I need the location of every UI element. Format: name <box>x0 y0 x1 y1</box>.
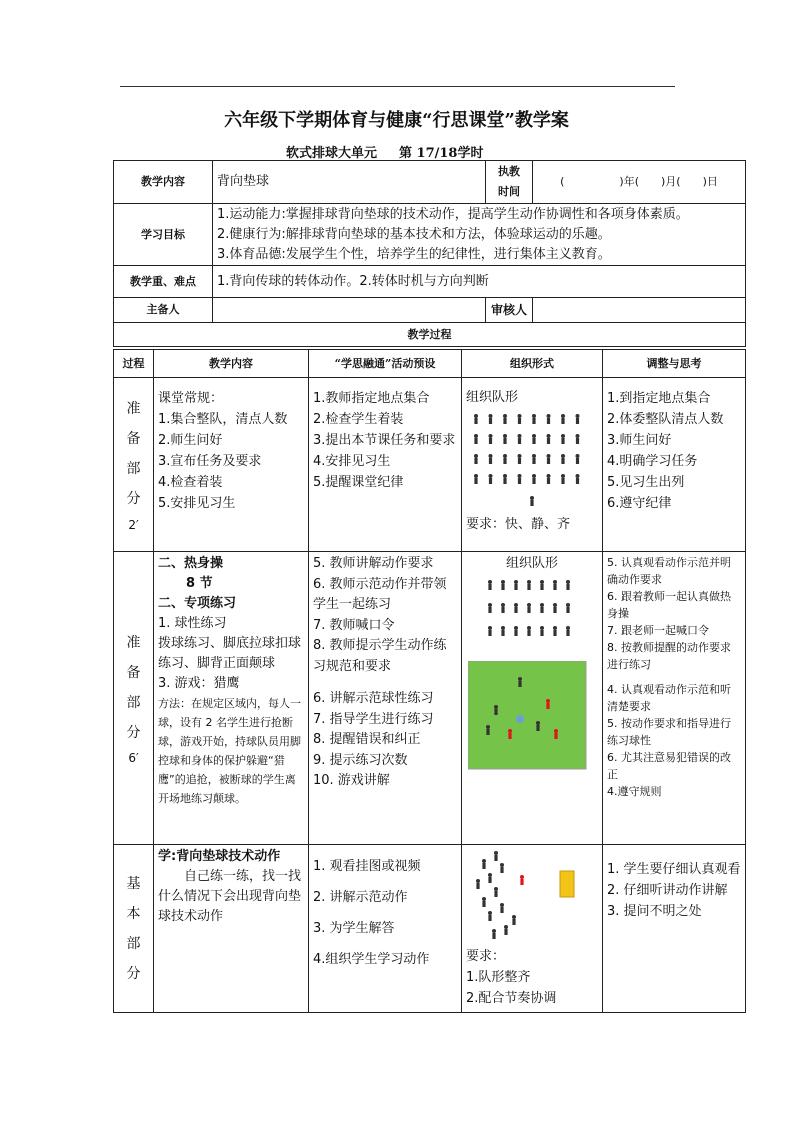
student-figure-icon <box>501 626 505 636</box>
student-figure-icon <box>488 603 492 613</box>
student-figure-icon <box>514 580 518 590</box>
student-figure-icon <box>474 474 478 484</box>
student-figure-icon <box>476 879 480 889</box>
goal-item: 3.体育品德:发展学生个性，培养学生的纪律性，进行集体主义教育。 <box>217 247 611 262</box>
student-figure-icon <box>482 897 486 907</box>
unit-subtitle <box>286 142 483 161</box>
student-figure-icon <box>553 603 557 613</box>
student-figure-icon <box>547 414 551 424</box>
student-figure-icon <box>540 626 544 636</box>
student-figure-icon <box>514 626 518 636</box>
student-figure-icon <box>566 626 570 636</box>
hunter-figure-icon <box>546 699 550 709</box>
content-value: 背向垫球 <box>213 161 486 204</box>
teaching-process-table <box>113 349 746 1013</box>
student-figure-icon <box>576 414 580 424</box>
exec-time-label: 执教 时间 <box>486 161 533 204</box>
header-activities: “学思融通”活动预设 <box>309 350 462 378</box>
game-field-diagram <box>468 661 588 773</box>
student-figure-icon <box>527 626 531 636</box>
lesson-number: 第 17/18学时 <box>399 146 484 161</box>
student-figure-icon <box>488 626 492 636</box>
teacher-figure-icon <box>530 496 534 506</box>
prep-org-title: 组织队形 <box>466 390 519 405</box>
page-title: 六年级下学期体育与健康“行思课堂”教学案 <box>224 110 569 131</box>
student-figure-icon <box>518 434 522 444</box>
prep-org-requirement: 要求：快、静、齐 <box>466 517 571 532</box>
student-figure-icon <box>494 887 498 897</box>
player-figure-icon <box>494 705 498 715</box>
student-figure-icon <box>489 454 493 464</box>
process-section-title: 教学过程 <box>114 323 746 347</box>
ball-icon <box>516 715 524 723</box>
keypoints-text: 1.背向传球的转体动作。2.转体时机与方向判断 <box>213 266 746 298</box>
hunter-figure-icon <box>554 729 558 739</box>
warmup-org-title: 组织队形 <box>505 556 558 571</box>
student-figure-icon <box>532 454 536 464</box>
teacher-figure-icon <box>520 875 524 885</box>
student-figure-icon <box>512 915 516 925</box>
student-figure-icon <box>553 580 557 590</box>
student-figure-icon <box>489 474 493 484</box>
student-figure-icon <box>503 414 507 424</box>
header-reflection: 调整与思考 <box>603 350 746 378</box>
basic-content: 学:背向垫球技术动作 自己练一练，找一找什么情况下会出现背向垫球技术动作 <box>154 845 309 1013</box>
student-figure-icon <box>527 580 531 590</box>
header-organization: 组织形式 <box>462 350 603 378</box>
student-figure-icon <box>547 434 551 444</box>
student-figure-icon <box>501 580 505 590</box>
warmup-formation-diagram <box>466 574 596 650</box>
student-figure-icon <box>532 474 536 484</box>
student-figure-icon <box>547 474 551 484</box>
player-figure-icon <box>518 677 522 687</box>
student-figure-icon <box>503 454 507 464</box>
reviewer-value <box>533 298 746 323</box>
student-figure-icon <box>500 863 504 873</box>
prep-reflection: 1.到指定地点集合 2.体委整队清点人数 3.师生问好 4.明确学习任务 5.见习生出列 6.遵守纪律 <box>603 378 746 552</box>
basic-activities: 1. 观看挂图或视频 2. 讲解示范动作 3. 为学生解答 4.组织学生学习动作 <box>309 845 462 1013</box>
warmup-content: 二、热身操 8 节 二、专项练习 1. 球性练习 拨球练习、脚底拉球扣球练习、脚背正面颠球 3. 游戏：猎鹰 方法：在规定区域内，每人一球，设有 2 名学生进行抢断球，游戏开始，持球队员用脚控球和身体的保护躲避“猎鹰”的追抢，被断球的学生离开场地练习颠球。 <box>154 552 309 845</box>
student-figure-icon <box>503 434 507 444</box>
reviewer-label: 审核人 <box>486 298 533 323</box>
lesson-info-table <box>113 160 746 347</box>
prep-phase: 准 备 部 分 2′ <box>114 378 154 552</box>
content-label: 教学内容 <box>114 161 213 204</box>
student-figure-icon <box>494 851 498 861</box>
student-figure-icon <box>503 474 507 484</box>
hunter-figure-icon <box>508 729 512 739</box>
goals-label: 学习目标 <box>114 204 213 266</box>
student-figure-icon <box>561 434 565 444</box>
student-figure-icon <box>553 626 557 636</box>
student-figure-icon <box>532 414 536 424</box>
player-figure-icon <box>486 725 490 735</box>
student-figure-icon <box>518 414 522 424</box>
top-rule <box>120 86 675 87</box>
preparer-value <box>213 298 486 323</box>
student-figure-icon <box>488 580 492 590</box>
student-figure-icon <box>504 925 508 935</box>
goal-item: 2.健康行为:解排球背向垫球的基本技术和方法，体验球运动的乐趣。 <box>217 227 611 242</box>
student-figure-icon <box>474 434 478 444</box>
student-figure-icon <box>576 434 580 444</box>
basic-organization: 要求： 1.队形整齐 2.配合节奏协调 <box>462 845 603 1013</box>
student-figure-icon <box>547 454 551 464</box>
warmup-reflection: 5. 认真观看动作示范并明确动作要求 6. 跟着教师一起认真做热身操 7. 跟老师一起喊口令 8. 按教师提醒的动作要求进行练习 4. 认真观看动作示范和听清楚要求 5. 按动作要求和指导进行练习球性 6. 尤其注意易犯错误的改正 4.遵守规则 <box>603 552 746 845</box>
prep-organization <box>462 378 603 552</box>
student-figure-icon <box>527 603 531 613</box>
warmup-phase: 准 备 部 分 6′ <box>114 552 154 845</box>
basic-formation-diagram <box>466 847 596 939</box>
player-figure-icon <box>536 721 540 731</box>
student-figure-icon <box>482 859 486 869</box>
student-figure-icon <box>501 603 505 613</box>
student-figure-icon <box>566 603 570 613</box>
basic-phase: 基 本 部 分 <box>114 845 154 1013</box>
student-figure-icon <box>518 454 522 464</box>
unit-name: 软式排球大单元 <box>286 146 378 161</box>
student-figure-icon <box>489 434 493 444</box>
student-figure-icon <box>474 454 478 464</box>
student-figure-icon <box>518 474 522 484</box>
header-content: 教学内容 <box>154 350 309 378</box>
warmup-activities: 5. 教师讲解动作要求 6. 教师示范动作并带领学生一起练习 7. 教师喊口令 8. 教师提示学生动作练习规范和要求 6. 讲解示范球性练习 7. 指导学生进行练习 8. 提醒错误和纠正 9. 提示练习次数 10. 游戏讲解 <box>309 552 462 845</box>
student-figure-icon <box>540 580 544 590</box>
prep-activities: 1.教师指定地点集合 2.检查学生着装 3.提出本节课任务和要求 4.安排见习生 5.提醒课堂纪律 <box>309 378 462 552</box>
student-figure-icon <box>576 454 580 464</box>
goals-text <box>213 204 746 266</box>
student-figure-icon <box>488 911 492 921</box>
preparer-label: 主备人 <box>114 298 213 323</box>
prep-formation-diagram <box>466 408 596 508</box>
warmup-time: 6′ <box>128 751 139 765</box>
student-figure-icon <box>489 414 493 424</box>
student-figure-icon <box>492 929 496 939</box>
warmup-organization <box>462 552 603 845</box>
exec-date-field: ( )年( )月( )日 <box>533 161 746 204</box>
student-figure-icon <box>561 454 565 464</box>
target-board-icon <box>560 871 574 897</box>
student-figure-icon <box>566 580 570 590</box>
student-figure-icon <box>540 603 544 613</box>
student-figure-icon <box>474 414 478 424</box>
prep-time: 2′ <box>128 517 139 532</box>
game-field <box>468 661 586 769</box>
student-figure-icon <box>514 603 518 613</box>
header-phase: 过程 <box>114 350 154 378</box>
keypoints-label: 教学重、难点 <box>114 266 213 298</box>
goal-item: 1.运动能力:掌握排球背向垫球的技术动作，提高学生动作协调性和各项身体素质。 <box>217 207 689 222</box>
student-figure-icon <box>500 903 504 913</box>
student-figure-icon <box>576 474 580 484</box>
prep-content: 课堂常规： 1.集合整队，清点人数 2.师生问好 3.宣布任务及要求 4.检查着装 5.安排见习生 <box>154 378 309 552</box>
student-figure-icon <box>532 434 536 444</box>
student-figure-icon <box>561 474 565 484</box>
student-figure-icon <box>561 414 565 424</box>
basic-reflection: 1. 学生要仔细认真观看 2. 仔细听讲动作讲解 3. 提问不明之处 <box>603 845 746 1013</box>
student-figure-icon <box>488 873 492 883</box>
